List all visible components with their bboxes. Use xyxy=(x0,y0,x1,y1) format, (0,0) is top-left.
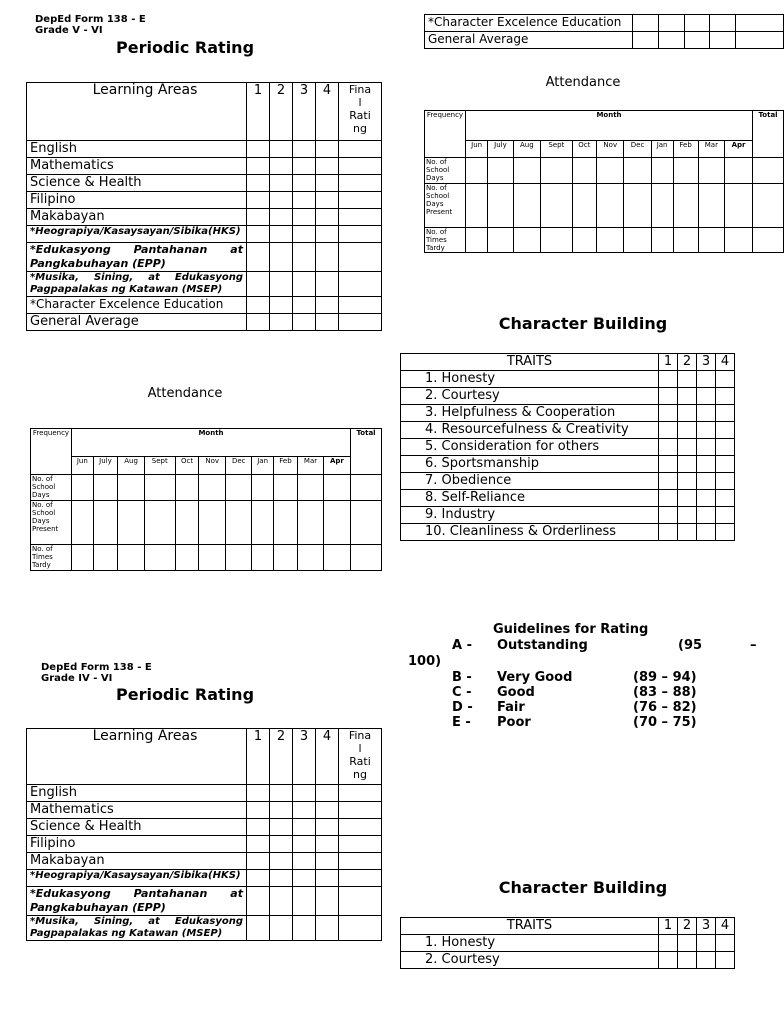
form2-area-english: English xyxy=(27,785,247,802)
right-row-days-present: No. of School Days Present xyxy=(425,184,466,228)
area-msep: *Musika, Sining, at Edukasyong Pagpapalakas ng Katawan (MSEP) xyxy=(27,272,247,297)
traits-col-3: 3 xyxy=(697,354,716,371)
traits-col-4: 4 xyxy=(716,354,735,371)
character-building-title-2: Character Building xyxy=(498,878,668,897)
traits2-col-4: 4 xyxy=(716,918,735,935)
traits-col-2: 2 xyxy=(678,354,697,371)
form2-area-math: Mathematics xyxy=(27,802,247,819)
grade-e-range: (70 – 75) xyxy=(633,715,697,730)
right-month-jun: Jun xyxy=(466,141,488,158)
grade-a-dash: – xyxy=(750,638,757,653)
grade-d-letter: D - xyxy=(452,700,473,715)
grade-label: Grade V - VI xyxy=(35,25,103,36)
area-general-average: General Average xyxy=(27,314,247,331)
quarter-2-header: 2 xyxy=(270,83,293,141)
rating-table xyxy=(26,82,382,331)
right-month-apr: Apr xyxy=(725,141,753,158)
month-header: Month xyxy=(72,429,351,457)
area-english: English xyxy=(27,141,247,158)
grade-e-desc: Poor xyxy=(497,715,531,730)
month-jun: Jun xyxy=(72,457,94,475)
trait-cleanliness: 10. Cleanliness & Orderliness xyxy=(401,524,659,541)
right-month-feb: Feb xyxy=(673,141,698,158)
right-area-general-average: General Average xyxy=(425,32,633,49)
grade-a-range-close: 100) xyxy=(408,654,442,669)
form2-rating-table xyxy=(26,728,382,941)
guidelines-title: Guidelines for Rating xyxy=(493,622,649,637)
traits-header: TRAITS xyxy=(401,354,659,371)
right-month-mar: Mar xyxy=(698,141,725,158)
right-rating-fragment xyxy=(424,14,784,49)
form-title: DepEd Form 138 - E xyxy=(35,14,146,25)
grade-c-desc: Good xyxy=(497,685,535,700)
grade-a-range-open: (95 xyxy=(678,638,703,653)
form2-area-makabayan: Makabayan xyxy=(27,853,247,870)
form2-learning-areas-header: Learning Areas xyxy=(27,729,247,785)
month-oct: Oct xyxy=(175,457,199,475)
trait-resourcefulness: 4. Resourcefulness & Creativity xyxy=(401,422,659,439)
guidelines xyxy=(400,622,768,732)
trait-helpfulness: 3. Helpfulness & Cooperation xyxy=(401,405,659,422)
right-month-oct: Oct xyxy=(572,141,596,158)
area-math: Mathematics xyxy=(27,158,247,175)
month-mar: Mar xyxy=(298,457,324,475)
month-sep: Sept xyxy=(144,457,175,475)
frequency-header: Frequency xyxy=(31,429,72,475)
right-area-character-education: *Character Excelence Education xyxy=(425,15,633,32)
form2-final-rating-header: Fina l Rati ng xyxy=(339,729,382,785)
trait-courtesy: 2. Courtesy xyxy=(401,388,659,405)
quarter-1-header: 1 xyxy=(247,83,270,141)
row-times-tardy: No. of Times Tardy xyxy=(31,545,72,571)
grade-d-range: (76 – 82) xyxy=(633,700,697,715)
right-attendance-title: Attendance xyxy=(545,75,621,90)
area-filipino: Filipino xyxy=(27,192,247,209)
form2-grade-label: Grade IV - VI xyxy=(41,673,113,684)
form2-area-hks: *Heograpiya/Kasaysayan/Sibika(HKS) xyxy=(27,870,247,887)
grade-c-letter: C - xyxy=(452,685,472,700)
traits2-col-3: 3 xyxy=(697,918,716,935)
trait2-courtesy: 2. Courtesy xyxy=(401,952,659,969)
row-days-present: No. of School Days Present xyxy=(31,501,72,545)
month-jan: Jan xyxy=(252,457,273,475)
right-total-header: Total xyxy=(753,111,784,158)
trait-self-reliance: 8. Self-Reliance xyxy=(401,490,659,507)
right-row-times-tardy: No. of Times Tardy xyxy=(425,228,466,253)
month-aug: Aug xyxy=(118,457,145,475)
form2-quarter-1-header: 1 xyxy=(247,729,270,785)
traits2-col-2: 2 xyxy=(678,918,697,935)
area-hks: *Heograpiya/Kasaysayan/Sibika(HKS) xyxy=(27,226,247,243)
traits-table xyxy=(400,353,735,541)
quarter-4-header: 4 xyxy=(316,83,339,141)
total-header: Total xyxy=(351,429,382,475)
right-row-school-days: No. of School Days xyxy=(425,158,466,184)
area-science: Science & Health xyxy=(27,175,247,192)
traits-header-2: TRAITS xyxy=(401,918,659,935)
area-epp: *Edukasyong Pantahanan at Pangkabuhayan (EPP) xyxy=(27,243,247,272)
right-month-header: Month xyxy=(466,111,753,141)
grade-a-letter: A - xyxy=(452,638,472,653)
right-month-aug: Aug xyxy=(513,141,540,158)
grade-a-desc: Outstanding xyxy=(497,638,588,653)
right-month-jan: Jan xyxy=(651,141,673,158)
trait-industry: 9. Industry xyxy=(401,507,659,524)
form2-area-science: Science & Health xyxy=(27,819,247,836)
learning-areas-header: Learning Areas xyxy=(27,83,247,141)
final-rating-header: Fina l Rati ng xyxy=(339,83,382,141)
right-month-jul: July xyxy=(488,141,513,158)
attendance-title: Attendance xyxy=(147,386,223,401)
month-jul: July xyxy=(93,457,118,475)
right-attendance-table xyxy=(424,110,784,253)
right-month-sep: Sept xyxy=(541,141,573,158)
trait-honesty: 1. Honesty xyxy=(401,371,659,388)
form2-periodic-rating-title: Periodic Rating xyxy=(115,685,255,704)
attendance-table xyxy=(30,428,382,571)
character-building-title: Character Building xyxy=(498,314,668,333)
form2-quarter-2-header: 2 xyxy=(270,729,293,785)
area-character-education: *Character Excelence Education xyxy=(27,297,247,314)
grade-d-desc: Fair xyxy=(497,700,525,715)
grade-b-desc: Very Good xyxy=(497,670,573,685)
row-school-days: No. of School Days xyxy=(31,475,72,501)
grade-b-letter: B - xyxy=(452,670,472,685)
right-month-dec: Dec xyxy=(624,141,651,158)
form2-area-filipino: Filipino xyxy=(27,836,247,853)
form2-area-epp: *Edukasyong Pantahanan at Pangkabuhayan (EPP) xyxy=(27,887,247,916)
trait-obedience: 7. Obedience xyxy=(401,473,659,490)
month-feb: Feb xyxy=(273,457,297,475)
form2-quarter-4-header: 4 xyxy=(316,729,339,785)
form2-title: DepEd Form 138 - E xyxy=(41,662,152,673)
month-dec: Dec xyxy=(226,457,252,475)
right-frequency-header: Frequency xyxy=(425,111,466,158)
quarter-3-header: 3 xyxy=(293,83,316,141)
trait-consideration: 5. Consideration for others xyxy=(401,439,659,456)
traits-table-2 xyxy=(400,917,735,969)
trait2-honesty: 1. Honesty xyxy=(401,935,659,952)
traits-col-1: 1 xyxy=(659,354,678,371)
grade-c-range: (83 – 88) xyxy=(633,685,697,700)
form2-quarter-3-header: 3 xyxy=(293,729,316,785)
grade-b-range: (89 – 94) xyxy=(633,670,697,685)
right-month-nov: Nov xyxy=(597,141,624,158)
trait-sportsmanship: 6. Sportsmanship xyxy=(401,456,659,473)
periodic-rating-title: Periodic Rating xyxy=(115,38,255,57)
month-nov: Nov xyxy=(199,457,226,475)
traits2-col-1: 1 xyxy=(659,918,678,935)
area-makabayan: Makabayan xyxy=(27,209,247,226)
form2-area-msep: *Musika, Sining, at Edukasyong Pagpapalakas ng Katawan (MSEP) xyxy=(27,916,247,941)
grade-e-letter: E - xyxy=(452,715,471,730)
month-apr: Apr xyxy=(323,457,350,475)
